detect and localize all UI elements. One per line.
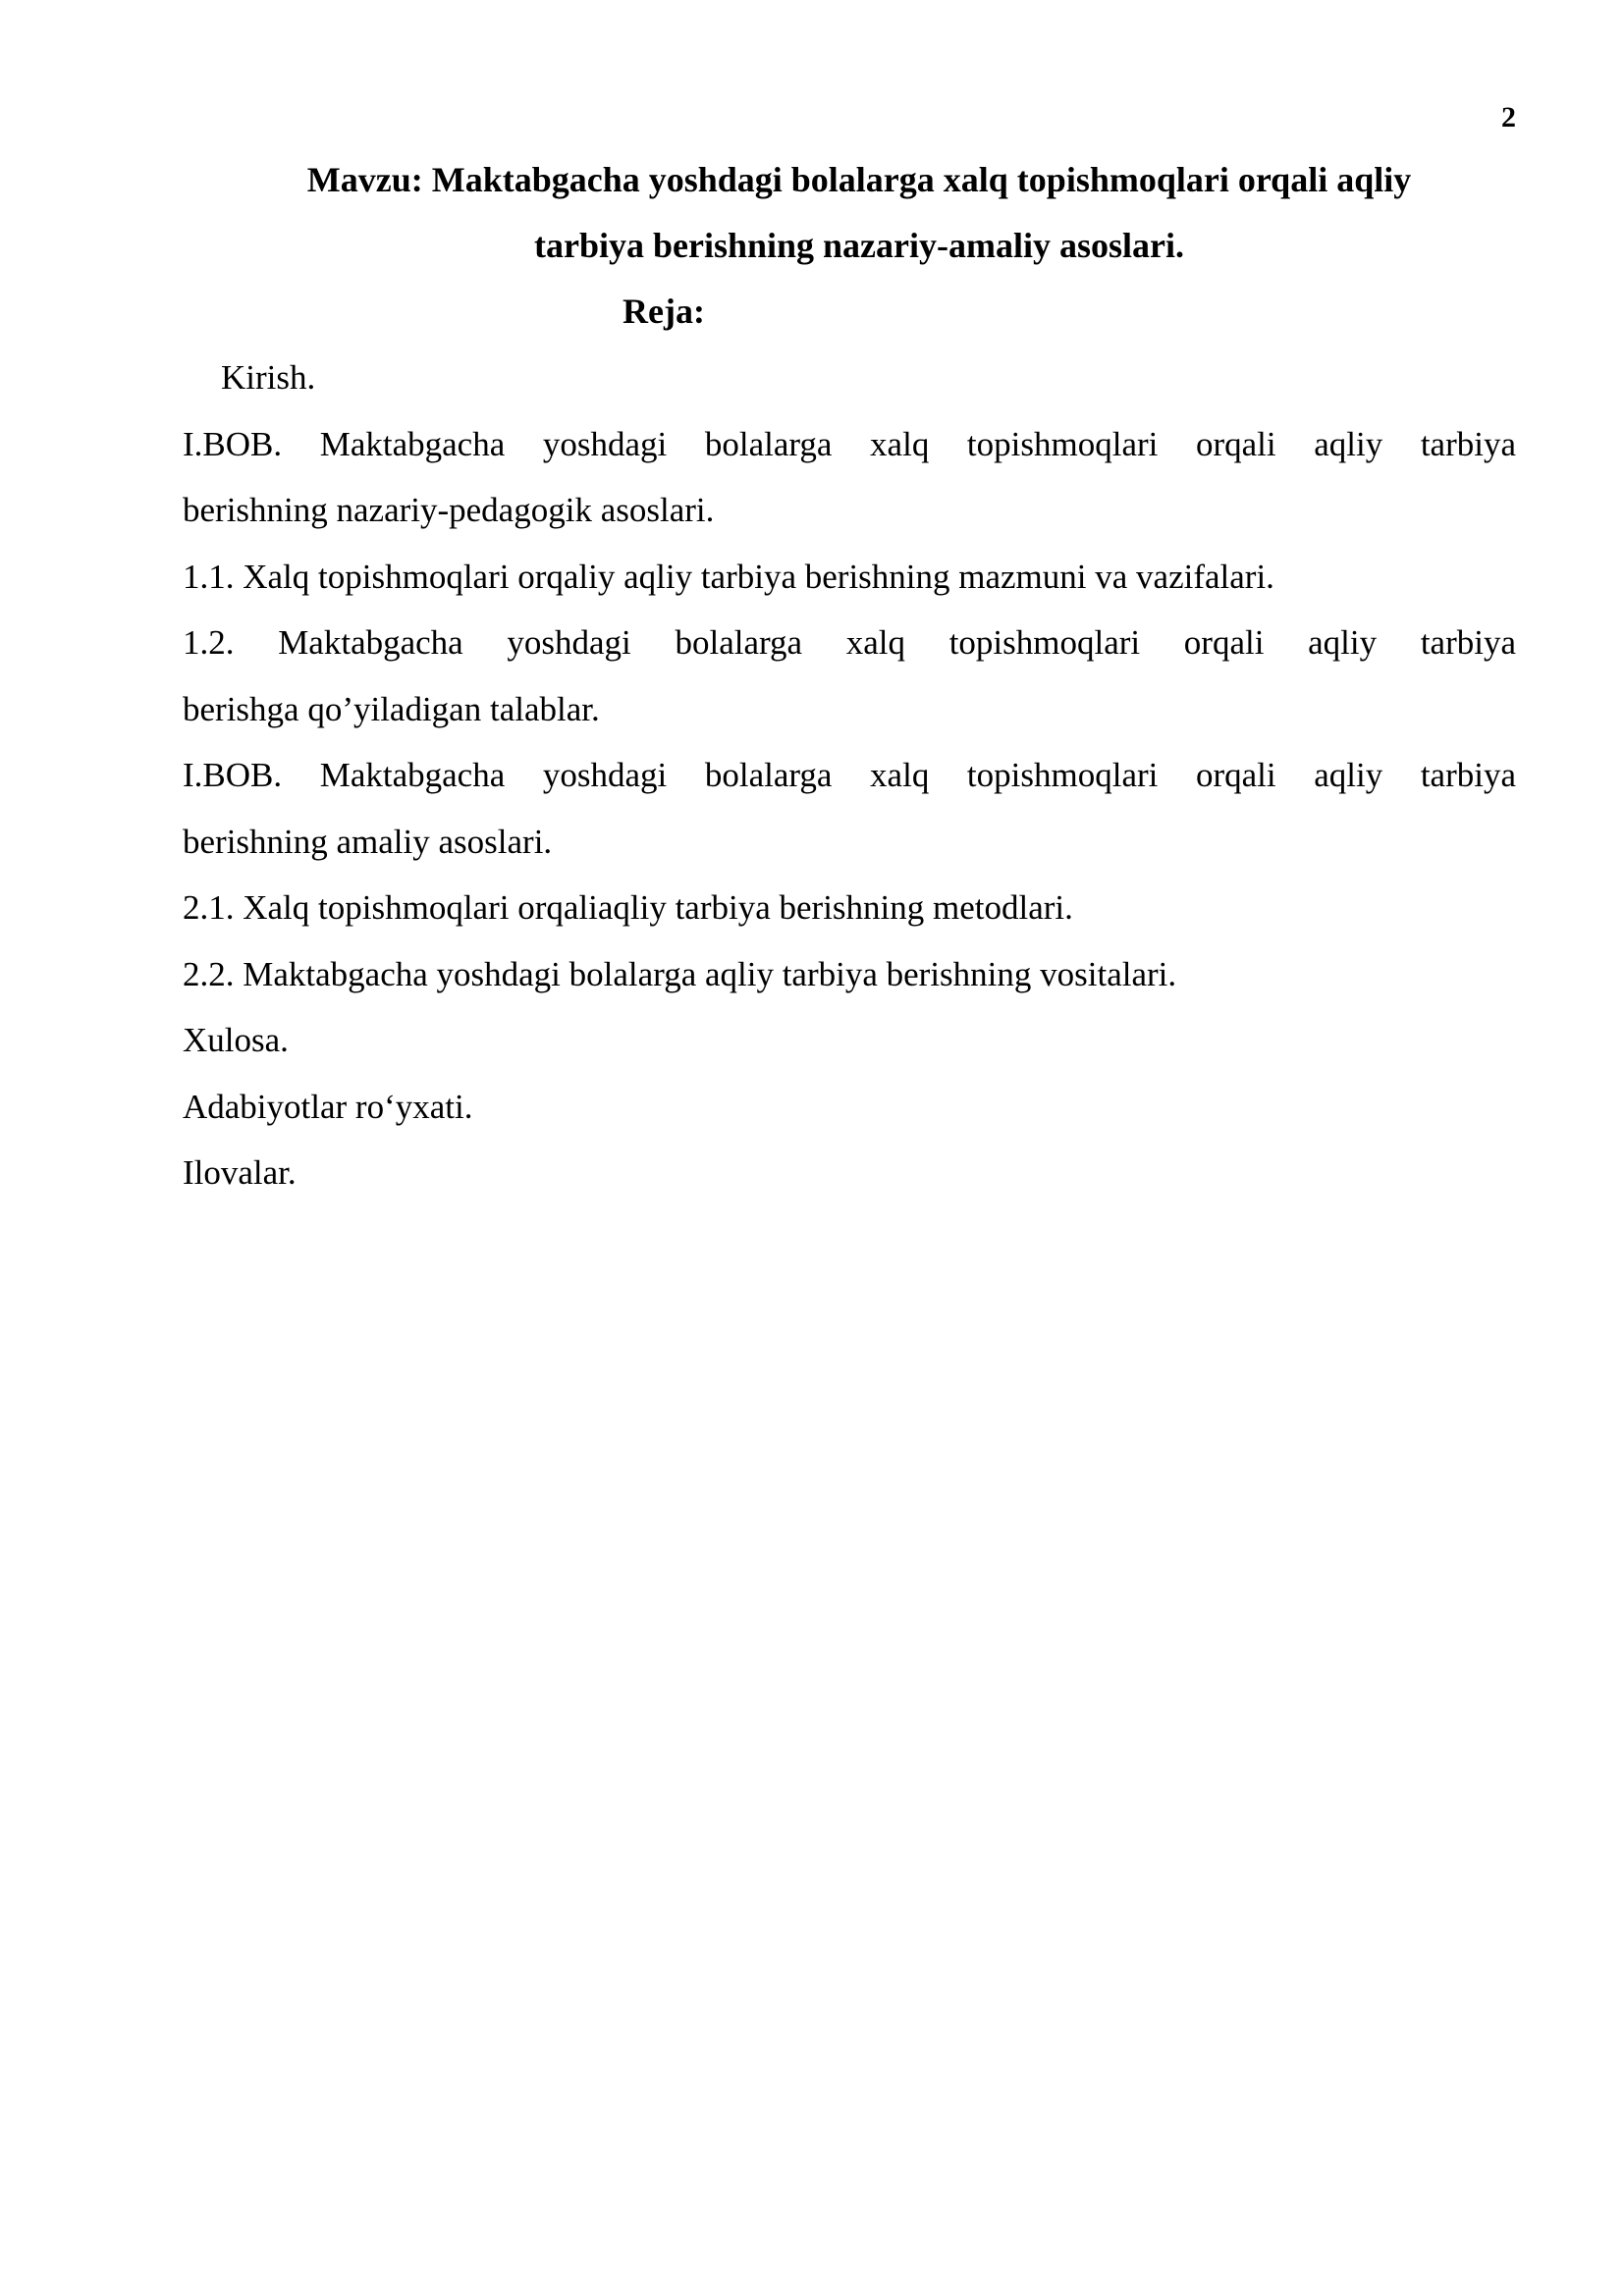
title-line-1: Mavzu: Maktabgacha yoshdagi bolalarga xalq topishmoqlari orqali aqliy: [306, 160, 1412, 199]
document-content: [183, 147, 1516, 1206]
document-title: [183, 147, 1516, 279]
plan-item-text: I.BOB. Maktabgacha yoshdagi bolalarga xalq topishmoqlari orqali aqliy tarbiya: [183, 756, 1516, 794]
plan-item-chapter-1: [183, 411, 1516, 544]
plan-item-text: I.BOB. Maktabgacha yoshdagi bolalarga xalq topishmoqlari orqali aqliy tarbiya: [183, 424, 1516, 463]
plan-item-section-2-2: [183, 941, 1516, 1008]
plan-item-text: 1.2. Maktabgacha yoshdagi bolalarga xalq topishmoqlari orqali aqliy tarbiya: [183, 623, 1516, 662]
plan-item-introduction: [183, 345, 1516, 411]
plan-item-references: [183, 1074, 1516, 1141]
plan-item-text: 2.2. Maktabgacha yoshdagi bolalarga aqliy tarbiya berishning vositalari.: [183, 954, 1177, 993]
plan-item-text: Adabiyotlar ro‘yxati.: [183, 1087, 473, 1126]
plan-item-text: 1.1. Xalq topishmoqlari orqaliy aqliy tarbiya berishning mazmuni va vazifalari.: [183, 557, 1274, 596]
plan-item-text-continued: berishga qo’yiladigan talablar.: [183, 689, 600, 728]
plan-item-conclusion: [183, 1007, 1516, 1074]
plan-item-appendices: [183, 1140, 1516, 1206]
plan-item-text: Kirish.: [221, 358, 316, 397]
plan-item-section-1-2: [183, 610, 1516, 742]
plan-list: [183, 345, 1516, 1206]
plan-item-text: Ilovalar.: [183, 1153, 297, 1192]
plan-item-section-2-1: [183, 875, 1516, 941]
plan-item-text-continued: berishning nazariy-pedagogik asoslari.: [183, 491, 715, 529]
plan-heading: Reja:: [623, 292, 705, 331]
page-number: 2: [1501, 101, 1516, 133]
plan-item-text-continued: berishning amaliy asoslari.: [183, 822, 553, 861]
title-line-2: tarbiya berishning nazariy-amaliy asoslari.: [533, 226, 1184, 265]
plan-item-chapter-2: [183, 742, 1516, 875]
plan-item-text: 2.1. Xalq topishmoqlari orqaliaqliy tarbiya berishning metodlari.: [183, 888, 1073, 927]
plan-item-section-1-1: [183, 544, 1516, 611]
plan-item-text: Xulosa.: [183, 1021, 289, 1059]
